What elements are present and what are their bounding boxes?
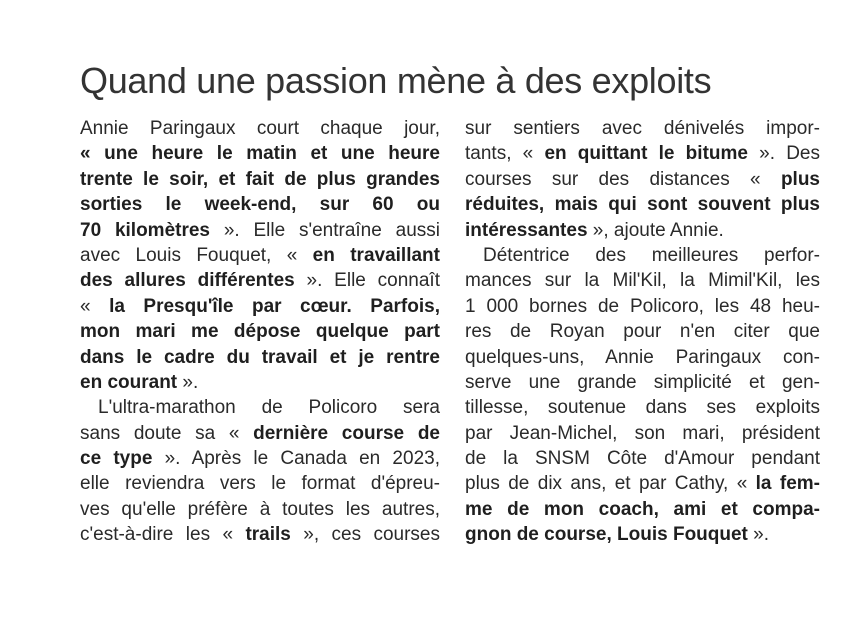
text-line — [465, 167, 820, 192]
body-text: ». — [747, 524, 770, 546]
text-line — [465, 141, 820, 166]
text-line — [80, 268, 440, 293]
text-line — [465, 243, 820, 268]
text-line — [465, 345, 820, 370]
body-text: ». — [177, 371, 199, 393]
body-text: 1 000 bornes de Policoro, les 48 heu- — [465, 295, 820, 317]
text-line — [80, 192, 440, 217]
body-text: », ces courses — [290, 524, 440, 546]
text-line — [80, 116, 440, 141]
text-line — [465, 192, 820, 217]
text-line — [80, 395, 440, 420]
body-text: c'est-à-dire les « — [80, 524, 246, 546]
body-text: res de Royan pour n'en citer que — [465, 321, 820, 343]
body-text: « — [80, 295, 110, 317]
body-text: tants, « — [465, 143, 545, 165]
text-line — [465, 471, 820, 496]
text-line — [465, 218, 820, 243]
body-text: ves qu'elle préfère à toutes les autres, — [80, 498, 440, 520]
quote-text: « une heure le matin et une heure — [80, 143, 440, 165]
body-text: serve une grande simplicité et gen- — [465, 371, 820, 393]
quote-text: trails — [245, 524, 291, 546]
body-text: ». Des — [747, 143, 820, 165]
article-headline: Quand une passion mène à des exploits — [80, 60, 712, 101]
text-line — [80, 167, 440, 192]
body-text: de la SNSM Côte d'Amour pendant — [465, 448, 820, 470]
quote-text: la fem- — [755, 473, 820, 495]
quote-text: 70 kilomètres — [80, 219, 210, 241]
body-text: ». Elle s'entraîne aussi — [210, 219, 440, 241]
text-line — [80, 141, 440, 166]
body-text: sur sentiers avec dénivelés impor- — [465, 118, 820, 139]
quote-text: en courant — [80, 371, 178, 393]
text-line — [80, 345, 440, 370]
body-text: sans doute sa « — [80, 422, 254, 444]
text-line — [80, 471, 440, 496]
quote-text: sorties le week-end, sur 60 ou — [80, 194, 440, 216]
body-text: quelques-uns, Annie Paringaux con- — [465, 346, 820, 368]
text-line — [465, 522, 820, 547]
body-text: plus de dix ans, et par Cathy, « — [465, 473, 756, 495]
quote-text: en travaillant — [312, 244, 440, 266]
text-line — [80, 446, 440, 471]
text-line — [465, 497, 820, 522]
body-text: ». Elle connaît — [294, 270, 440, 292]
text-line — [465, 116, 820, 141]
text-line — [80, 421, 440, 446]
quote-text: en quittant le bitume — [544, 143, 748, 165]
body-text: tillesse, soutenue dans ses exploits — [465, 397, 820, 419]
text-line — [465, 395, 820, 420]
text-line — [465, 319, 820, 344]
body-text: L'ultra-marathon de Policoro sera — [98, 397, 440, 419]
body-text: avec Louis Fouquet, « — [80, 244, 313, 266]
text-line — [465, 268, 820, 293]
text-line — [465, 421, 820, 446]
body-text: mances sur la Mil'Kil, la Mimil'Kil, les — [465, 270, 820, 292]
text-line — [80, 522, 440, 547]
quote-text: réduites, mais qui sont souvent plus — [465, 194, 820, 216]
body-text: par Jean-Michel, son mari, président — [465, 422, 820, 444]
quote-text: plus — [780, 168, 820, 190]
quote-text: mon mari me dépose quelque part — [80, 321, 440, 343]
text-line — [80, 370, 440, 395]
body-text: ». Après le Canada en 2023, — [152, 448, 440, 470]
quote-text: la Presqu'île par cœur. Parfois, — [109, 295, 440, 317]
quote-text: intéressantes — [465, 219, 588, 241]
quote-text: dans le cadre du travail et je rentre — [80, 346, 440, 368]
quote-text: dernière course de — [253, 422, 440, 444]
body-text: elle reviendra vers le format d'épreu- — [80, 473, 440, 495]
body-text: Détentrice des meilleures perfor- — [483, 244, 820, 266]
article-column-left — [80, 116, 440, 548]
text-line — [80, 294, 440, 319]
quote-text: trente le soir, et fait de plus grandes — [80, 168, 440, 190]
body-text: Annie Paringaux court chaque jour, — [80, 118, 440, 139]
text-line — [80, 243, 440, 268]
article-column-right — [465, 116, 820, 548]
body-text: », ajoute Annie. — [587, 219, 724, 241]
text-line — [80, 319, 440, 344]
text-line — [80, 497, 440, 522]
quote-text: me de mon coach, ami et compa- — [465, 498, 820, 520]
text-line — [465, 370, 820, 395]
quote-text: des allures différentes — [80, 270, 295, 292]
body-text: courses sur des distances « — [465, 168, 781, 190]
text-line — [80, 218, 440, 243]
text-line — [465, 294, 820, 319]
text-line — [465, 446, 820, 471]
quote-text: gnon de course, Louis Fouquet — [465, 524, 748, 546]
quote-text: ce type — [80, 448, 153, 470]
